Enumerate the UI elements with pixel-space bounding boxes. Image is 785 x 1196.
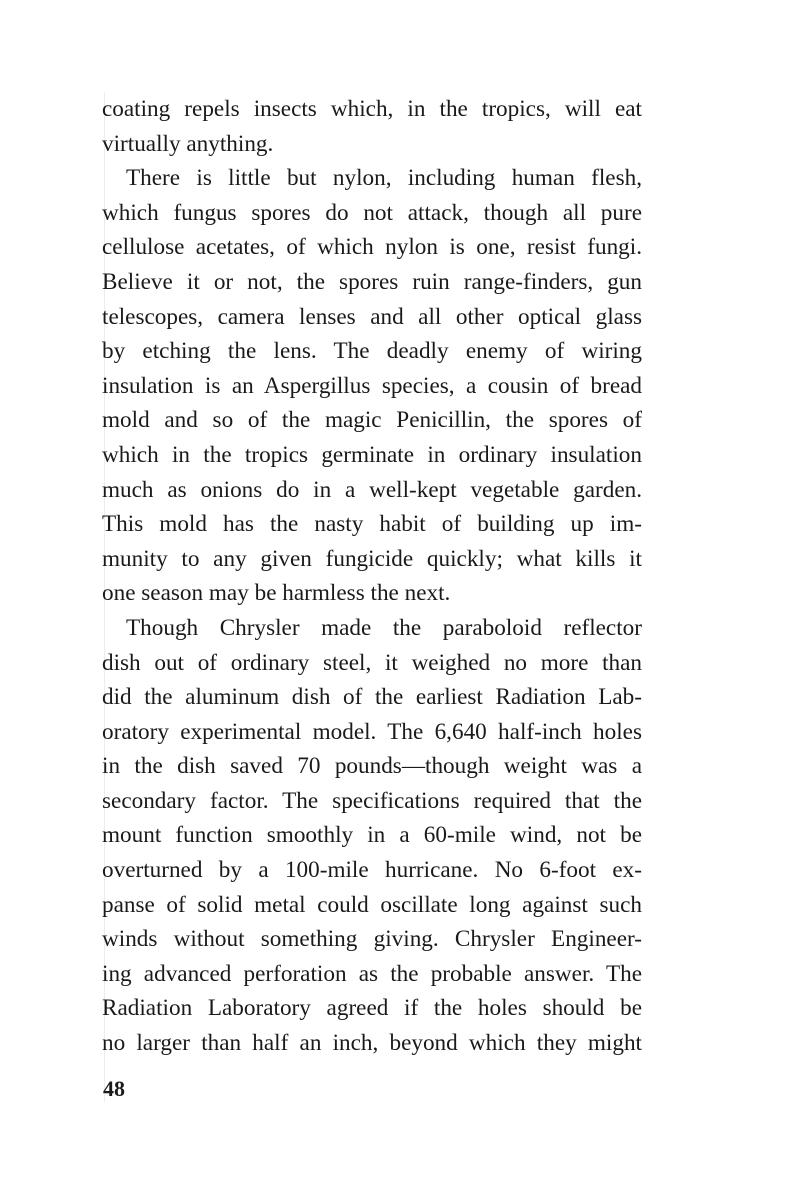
text-line: by etching the lens. The deadly enemy of wiring (102, 338, 642, 365)
text-line: panse of solid metal could oscillate long against such (102, 891, 642, 918)
text-line: virtually anything. (102, 130, 274, 157)
text-line: telescopes, camera lenses and all other optical glass (102, 303, 642, 330)
text-line: Radiation Laboratory agreed if the holes should be (102, 995, 642, 1022)
text-line: secondary factor. The specifications required that the (102, 787, 642, 814)
text-line: much as onions do in a well-kept vegetable garden. (102, 476, 642, 503)
text-line: Though Chrysler made the paraboloid reflector (126, 614, 642, 641)
text-line: mount function smoothly in a 60-mile wind, not be (102, 822, 642, 849)
text-line: This mold has the nasty habit of building up im- (102, 511, 642, 538)
text-line: did the aluminum dish of the earliest Radiation Lab- (102, 684, 642, 711)
text-line: coating repels insects which, in the tropics, will eat (102, 96, 642, 122)
text-line: which in the tropics germinate in ordinary insulation (102, 441, 642, 468)
body-text (102, 92, 642, 1061)
text-line: overturned by a 100-mile hurricane. No 6-foot ex- (102, 857, 642, 884)
text-line: cellulose acetates, of which nylon is one, resist fungi. (102, 234, 642, 261)
text-line: dish out of ordinary steel, it weighed no more than (102, 649, 642, 676)
text-line: which fungus spores do not attack, though all pure (102, 199, 642, 226)
text-line: insulation is an Aspergillus species, a cousin of bread (102, 372, 642, 399)
text-line: There is little but nylon, including human flesh, (126, 165, 642, 192)
text-line: one season may be harmless the next. (102, 580, 451, 607)
text-line: winds without something giving. Chrysler Engineer- (102, 926, 642, 953)
text-line: oratory experimental model. The 6,640 half-inch holes (102, 718, 642, 745)
text-line: no larger than half an inch, beyond which they might (102, 1030, 642, 1057)
page-number: 48 (103, 1076, 125, 1101)
text-line: mold and so of the magic Penicillin, the spores of (102, 407, 642, 434)
text-line: munity to any given fungicide quickly; what kills it (102, 545, 642, 572)
text-line: in the dish saved 70 pounds—though weight was a (102, 753, 642, 780)
text-line: Believe it or not, the spores ruin range-finders, gun (102, 268, 642, 295)
text-line: ing advanced perforation as the probable answer. The (102, 960, 642, 987)
